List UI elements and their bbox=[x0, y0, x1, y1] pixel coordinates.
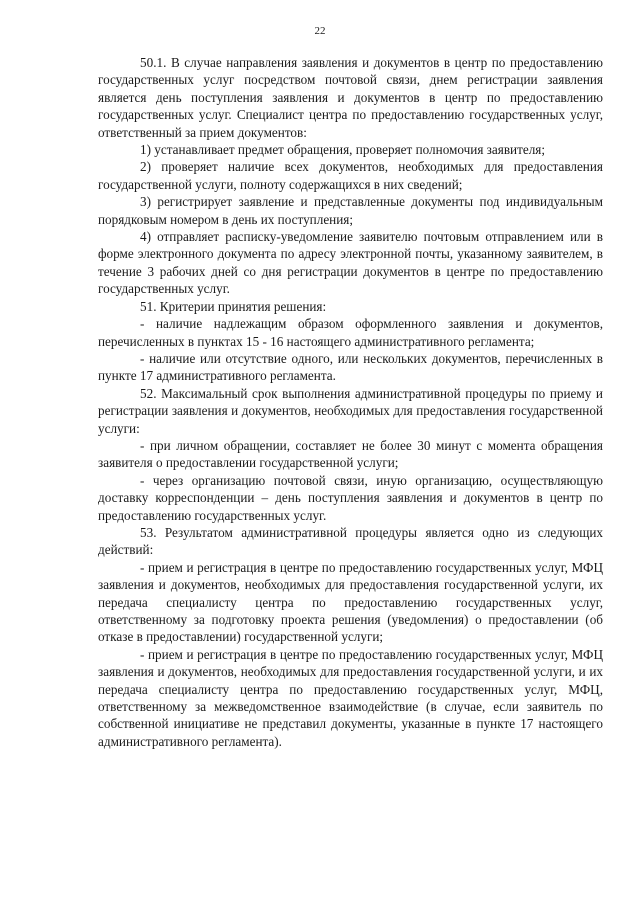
result-item-2: - прием и регистрация в центре по предоставлению государственных услуг, МФЦ заявления и документов, необходимых для предоставления государственной услуги, и их передача специалисту центра по предоставлению государственных услуг, МФЦ, ответственному за межведомственное взаимодействие (в случае, если заявитель по собственной инициативе не представил документы, указанные в пункте 17 настоящего административного регламента). bbox=[98, 646, 603, 749]
list-item-3: 3) регистрирует заявление и представленные документы под индивидуальным порядковым номером в день их поступления; bbox=[98, 194, 603, 227]
document-body bbox=[98, 54, 603, 750]
paragraph-52: 52. Максимальный срок выполнения административной процедуры по приему и регистрации заявления и документов, необходимых для предоставления государственной услуги: bbox=[98, 385, 603, 436]
result-item-1: - прием и регистрация в центре по предоставлению государственных услуг, МФЦ заявления и документов, необходимых для предоставления государственной услуги, их передача специалисту центра по предоставлению государственных услуг, ответственному за подготовку проекта решения (уведомления) о предоставлении (об отказе в предоставлении) государственной услуги; bbox=[98, 559, 603, 645]
timing-item-2: - через организацию почтовой связи, иную организацию, осуществляющую доставку корреспонденции – день поступления заявления и документов в центр по предоставлению государственных услуг. bbox=[98, 472, 603, 523]
timing-item-1: - при личном обращении, составляет не более 30 минут с момента обращения заявителя о предоставлении государственной услуги; bbox=[98, 437, 603, 471]
page-number: 22 bbox=[314, 25, 326, 37]
list-item-4: 4) отправляет расписку-уведомление заявителю почтовым отправлением или в форме электронного документа по адресу электронной почты, указанному заявителем, в течение 3 рабочих дней со дня регистрации документов в центре по предоставлению государственных услуг. bbox=[98, 229, 603, 297]
list-item-2: 2) проверяет наличие всех документов, необходимых для предоставления государственной услуги, полноту содержащихся в них сведений; bbox=[98, 159, 603, 192]
paragraph-53: 53. Результатом административной процедуры является одно из следующих действий: bbox=[98, 524, 603, 558]
list-item-1: 1) устанавливает предмет обращения, проверяет полномочия заявителя; bbox=[140, 142, 546, 158]
paragraph-51: 51. Критерии принятия решения: bbox=[140, 298, 327, 314]
criteria-item-2: - наличие или отсутствие одного, или нескольких документов, перечисленных в пункте 17 административного регламента. bbox=[98, 350, 603, 384]
criteria-item-1: - наличие надлежащим образом оформленного заявления и документов, перечисленных в пунктах 15 - 16 настоящего административного регламента; bbox=[98, 316, 603, 349]
paragraph-50-1: 50.1. В случае направления заявления и документов в центр по предоставлению государственных услуг посредством почтовой связи, днем регистрации заявления является день поступления заявления и документов в центр по предоставлению государственных услуг. Специалист центра по предоставлению государственных услуг, ответственный за прием документов: bbox=[98, 55, 603, 140]
